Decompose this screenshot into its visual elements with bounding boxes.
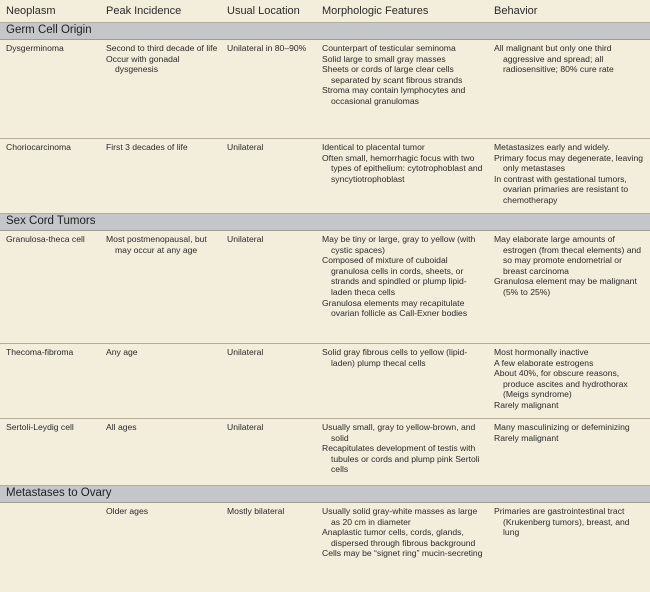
features-cell: May be tiny or large, gray to yellow (with cystic spaces) Composed of mixture of cuboidal granulosa cells in cords, sheets, or strands and spindled or plump lipid-laden theca cells Granulosa elements may recapitulate ovarian follicle as Call-Exner bodies xyxy=(322,234,476,319)
incidence-cell: Second to third decade of life Occur with gonadal dysgenesis xyxy=(106,43,218,75)
table-row-thecoma-fibroma xyxy=(0,344,650,419)
behavior-cell: Most hormonally inactive A few elaborate estrogens About 40%, for obscure reasons, produce ascites and hydrothorax (Meigs syndrome) Rarely malignant xyxy=(494,347,628,410)
neoplasm-cell: Sertoli-Leydig cell xyxy=(6,422,74,432)
table-header-row xyxy=(0,0,650,23)
table-row-choriocarcinoma xyxy=(0,139,650,214)
section-title: Germ Cell Origin xyxy=(6,24,92,36)
location-cell: Unilateral xyxy=(227,422,264,432)
behavior-cell: Metastasizes early and widely. Primary focus may degenerate, leaving only metastases In contrast with gestational tumors, ovarian primaries are resistant to chemotherapy xyxy=(494,142,644,205)
section-header-metastases-to-ovary xyxy=(0,486,650,503)
features-cell: Usually solid gray-white masses as large as 20 cm in diameter Anaplastic tumor cells, cords, glands, dispersed through fibrous background Cells may be “signet ring” mucin-secreting xyxy=(322,506,483,559)
table-row-sertoli-leydig-cell xyxy=(0,419,650,486)
incidence-cell: Any age xyxy=(106,347,138,357)
behavior-cell: Many masculinizing or defeminizing Rarely malignant xyxy=(494,422,630,443)
neoplasm-cell: Dysgerminoma xyxy=(6,43,64,53)
features-cell: Solid gray fibrous cells to yellow (lipid-laden) plump thecal cells xyxy=(322,347,468,368)
incidence-cell: All ages xyxy=(106,422,137,432)
table-row-granulosa-theca-cell xyxy=(0,231,650,344)
behavior-cell: May elaborate large amounts of estrogen (from thecal elements) and so may promote endometrial or breast carcinoma Granulosa element may be malignant (5% to 25%) xyxy=(494,234,642,297)
section-header-sex-cord-tumors xyxy=(0,214,650,231)
table-row-dysgerminoma xyxy=(0,40,650,139)
location-cell: Mostly bilateral xyxy=(227,506,285,516)
neoplasm-cell: Granulosa-theca cell xyxy=(6,234,85,244)
incidence-cell: First 3 decades of life xyxy=(106,142,188,152)
header-neoplasm: Neoplasm xyxy=(6,5,56,17)
header-behavior: Behavior xyxy=(494,5,538,17)
table-row-metastases xyxy=(0,503,650,591)
location-cell: Unilateral xyxy=(227,142,264,152)
section-title: Metastases to Ovary xyxy=(6,487,112,499)
header-peak-incidence: Peak Incidence xyxy=(106,5,182,17)
incidence-cell: Most postmenopausal, but may occur at any age xyxy=(106,234,207,255)
section-title: Sex Cord Tumors xyxy=(6,215,96,227)
location-cell: Unilateral in 80–90% xyxy=(227,43,307,53)
section-header-germ-cell-origin xyxy=(0,23,650,40)
neoplasm-cell: Thecoma-fibroma xyxy=(6,347,74,357)
location-cell: Unilateral xyxy=(227,234,264,244)
header-morphologic-features: Morphologic Features xyxy=(322,5,429,17)
features-cell: Identical to placental tumor Often small, hemorrhagic focus with two types of epithelium: cytotrophoblast and syncytiotrophoblast xyxy=(322,142,483,184)
neoplasm-cell: Choriocarcinoma xyxy=(6,142,71,152)
location-cell: Unilateral xyxy=(227,347,264,357)
behavior-cell: All malignant but only one third aggressive and spread; all radiosensitive; 80% cure rate xyxy=(494,43,614,75)
header-usual-location: Usual Location xyxy=(227,5,300,17)
behavior-cell: Primaries are gastrointestinal tract (Krukenberg tumors), breast, and lung xyxy=(494,506,630,538)
features-cell: Counterpart of testicular seminoma Solid large to small gray masses Sheets or cords of large clear cells separated by scant fibrous strands Stroma may contain lymphocytes and occasional granulomas xyxy=(322,43,466,106)
incidence-cell: Older ages xyxy=(106,506,149,516)
features-cell: Usually small, gray to yellow-brown, and solid Recapitulates development of testis with tubules or cords and plump pink Sertoli cells xyxy=(322,422,480,475)
